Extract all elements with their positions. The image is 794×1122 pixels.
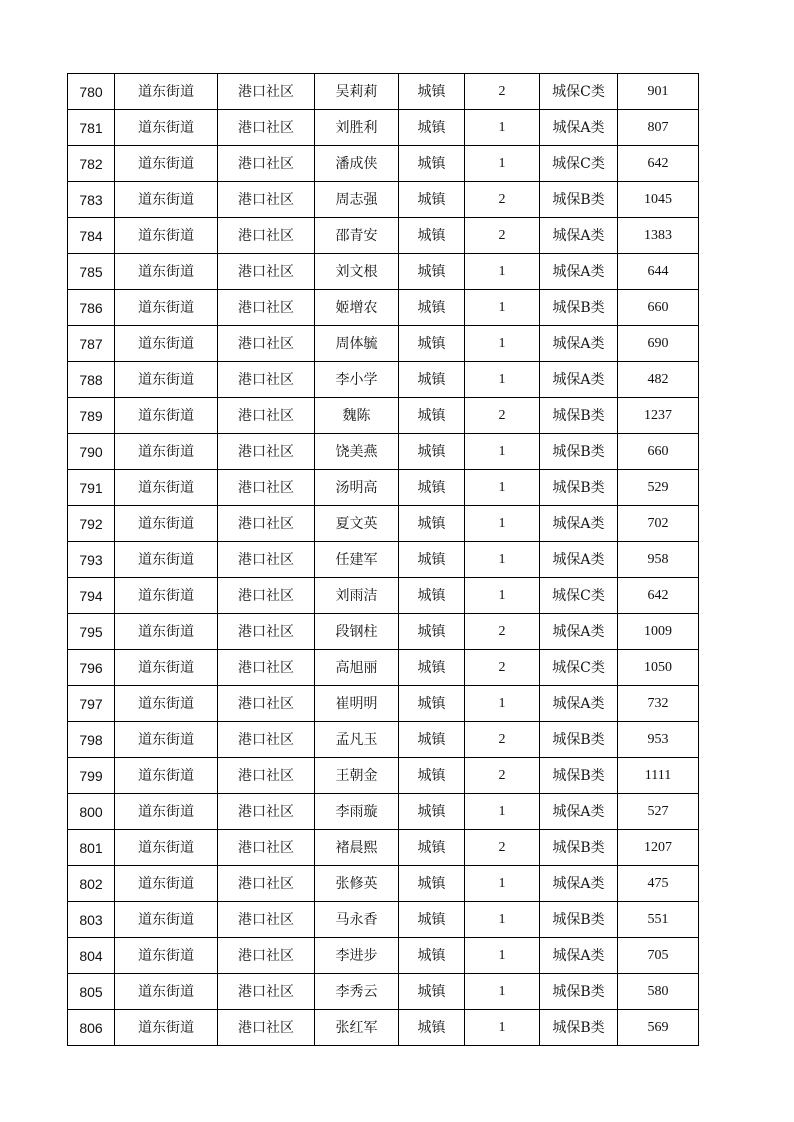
street-cell: 道东街道	[115, 182, 218, 218]
seq-cell: 780	[68, 74, 115, 110]
amount-cell: 529	[618, 470, 699, 506]
street-cell: 道东街道	[115, 650, 218, 686]
household-count-cell: 1	[465, 542, 540, 578]
street-cell: 道东街道	[115, 326, 218, 362]
table-row	[68, 110, 699, 146]
name-cell: 李进步	[315, 938, 399, 974]
household-count-cell: 1	[465, 1010, 540, 1046]
household-count-cell: 1	[465, 686, 540, 722]
area-cell: 城镇	[399, 290, 465, 326]
table-row	[68, 938, 699, 974]
amount-cell: 551	[618, 902, 699, 938]
table-row	[68, 542, 699, 578]
community-cell: 港口社区	[218, 938, 315, 974]
table-row	[68, 866, 699, 902]
area-cell: 城镇	[399, 326, 465, 362]
household-count-cell: 1	[465, 506, 540, 542]
community-cell: 港口社区	[218, 362, 315, 398]
amount-cell: 1207	[618, 830, 699, 866]
street-cell: 道东街道	[115, 866, 218, 902]
area-cell: 城镇	[399, 110, 465, 146]
amount-cell: 580	[618, 974, 699, 1010]
name-cell: 高旭丽	[315, 650, 399, 686]
amount-cell: 1009	[618, 614, 699, 650]
household-count-cell: 2	[465, 398, 540, 434]
name-cell: 刘文根	[315, 254, 399, 290]
category-cell: 城保A类	[540, 686, 618, 722]
amount-cell: 702	[618, 506, 699, 542]
amount-cell: 807	[618, 110, 699, 146]
street-cell: 道东街道	[115, 578, 218, 614]
household-count-cell: 2	[465, 650, 540, 686]
community-cell: 港口社区	[218, 542, 315, 578]
household-count-cell: 2	[465, 218, 540, 254]
amount-cell: 482	[618, 362, 699, 398]
street-cell: 道东街道	[115, 434, 218, 470]
table-row	[68, 974, 699, 1010]
street-cell: 道东街道	[115, 506, 218, 542]
table-row	[68, 686, 699, 722]
seq-cell: 782	[68, 146, 115, 182]
community-cell: 港口社区	[218, 326, 315, 362]
seq-cell: 796	[68, 650, 115, 686]
community-cell: 港口社区	[218, 1010, 315, 1046]
community-cell: 港口社区	[218, 74, 315, 110]
table-row	[68, 902, 699, 938]
table-row	[68, 218, 699, 254]
household-count-cell: 2	[465, 182, 540, 218]
category-cell: 城保A类	[540, 218, 618, 254]
name-cell: 刘雨洁	[315, 578, 399, 614]
seq-cell: 798	[68, 722, 115, 758]
seq-cell: 795	[68, 614, 115, 650]
community-cell: 港口社区	[218, 614, 315, 650]
area-cell: 城镇	[399, 974, 465, 1010]
household-count-cell: 1	[465, 362, 540, 398]
household-count-cell: 2	[465, 722, 540, 758]
table-row	[68, 722, 699, 758]
amount-cell: 901	[618, 74, 699, 110]
street-cell: 道东街道	[115, 938, 218, 974]
category-cell: 城保B类	[540, 290, 618, 326]
area-cell: 城镇	[399, 542, 465, 578]
name-cell: 李小学	[315, 362, 399, 398]
household-count-cell: 2	[465, 830, 540, 866]
area-cell: 城镇	[399, 1010, 465, 1046]
seq-cell: 781	[68, 110, 115, 146]
category-cell: 城保A类	[540, 794, 618, 830]
table-row	[68, 434, 699, 470]
amount-cell: 1050	[618, 650, 699, 686]
community-cell: 港口社区	[218, 722, 315, 758]
category-cell: 城保C类	[540, 578, 618, 614]
category-cell: 城保A类	[540, 326, 618, 362]
amount-cell: 953	[618, 722, 699, 758]
table-row	[68, 614, 699, 650]
name-cell: 张红军	[315, 1010, 399, 1046]
table-row	[68, 578, 699, 614]
area-cell: 城镇	[399, 902, 465, 938]
name-cell: 周志强	[315, 182, 399, 218]
street-cell: 道东街道	[115, 398, 218, 434]
community-cell: 港口社区	[218, 398, 315, 434]
category-cell: 城保B类	[540, 902, 618, 938]
amount-cell: 642	[618, 146, 699, 182]
community-cell: 港口社区	[218, 758, 315, 794]
category-cell: 城保B类	[540, 470, 618, 506]
category-cell: 城保B类	[540, 974, 618, 1010]
street-cell: 道东街道	[115, 686, 218, 722]
category-cell: 城保A类	[540, 938, 618, 974]
community-cell: 港口社区	[218, 218, 315, 254]
area-cell: 城镇	[399, 254, 465, 290]
name-cell: 潘成侠	[315, 146, 399, 182]
amount-cell: 1237	[618, 398, 699, 434]
table-row	[68, 830, 699, 866]
amount-cell: 690	[618, 326, 699, 362]
benefit-roster-table	[67, 73, 699, 1046]
street-cell: 道东街道	[115, 758, 218, 794]
area-cell: 城镇	[399, 938, 465, 974]
name-cell: 邵青安	[315, 218, 399, 254]
area-cell: 城镇	[399, 470, 465, 506]
name-cell: 姬增农	[315, 290, 399, 326]
community-cell: 港口社区	[218, 254, 315, 290]
table-row	[68, 74, 699, 110]
table-row	[68, 398, 699, 434]
seq-cell: 793	[68, 542, 115, 578]
community-cell: 港口社区	[218, 794, 315, 830]
category-cell: 城保B类	[540, 722, 618, 758]
community-cell: 港口社区	[218, 686, 315, 722]
seq-cell: 783	[68, 182, 115, 218]
name-cell: 夏文英	[315, 506, 399, 542]
household-count-cell: 1	[465, 974, 540, 1010]
name-cell: 马永香	[315, 902, 399, 938]
category-cell: 城保B类	[540, 434, 618, 470]
name-cell: 王朝金	[315, 758, 399, 794]
street-cell: 道东街道	[115, 110, 218, 146]
area-cell: 城镇	[399, 398, 465, 434]
table-row	[68, 650, 699, 686]
area-cell: 城镇	[399, 650, 465, 686]
amount-cell: 958	[618, 542, 699, 578]
street-cell: 道东街道	[115, 794, 218, 830]
community-cell: 港口社区	[218, 974, 315, 1010]
name-cell: 褚晨熙	[315, 830, 399, 866]
community-cell: 港口社区	[218, 866, 315, 902]
name-cell: 汤明高	[315, 470, 399, 506]
name-cell: 李秀云	[315, 974, 399, 1010]
household-count-cell: 1	[465, 794, 540, 830]
household-count-cell: 1	[465, 938, 540, 974]
street-cell: 道东街道	[115, 146, 218, 182]
community-cell: 港口社区	[218, 650, 315, 686]
household-count-cell: 1	[465, 326, 540, 362]
amount-cell: 1383	[618, 218, 699, 254]
seq-cell: 784	[68, 218, 115, 254]
household-count-cell: 1	[465, 902, 540, 938]
area-cell: 城镇	[399, 866, 465, 902]
street-cell: 道东街道	[115, 1010, 218, 1046]
community-cell: 港口社区	[218, 182, 315, 218]
street-cell: 道东街道	[115, 902, 218, 938]
area-cell: 城镇	[399, 614, 465, 650]
community-cell: 港口社区	[218, 110, 315, 146]
household-count-cell: 1	[465, 254, 540, 290]
table-row	[68, 470, 699, 506]
amount-cell: 527	[618, 794, 699, 830]
area-cell: 城镇	[399, 362, 465, 398]
street-cell: 道东街道	[115, 722, 218, 758]
street-cell: 道东街道	[115, 470, 218, 506]
household-count-cell: 1	[465, 470, 540, 506]
name-cell: 孟凡玉	[315, 722, 399, 758]
amount-cell: 642	[618, 578, 699, 614]
street-cell: 道东街道	[115, 290, 218, 326]
amount-cell: 644	[618, 254, 699, 290]
seq-cell: 806	[68, 1010, 115, 1046]
category-cell: 城保B类	[540, 758, 618, 794]
street-cell: 道东街道	[115, 614, 218, 650]
seq-cell: 789	[68, 398, 115, 434]
name-cell: 李雨璇	[315, 794, 399, 830]
area-cell: 城镇	[399, 146, 465, 182]
household-count-cell: 2	[465, 758, 540, 794]
area-cell: 城镇	[399, 722, 465, 758]
table-row	[68, 794, 699, 830]
community-cell: 港口社区	[218, 470, 315, 506]
amount-cell: 660	[618, 290, 699, 326]
seq-cell: 785	[68, 254, 115, 290]
household-count-cell: 1	[465, 434, 540, 470]
category-cell: 城保A类	[540, 506, 618, 542]
category-cell: 城保B类	[540, 1010, 618, 1046]
category-cell: 城保C类	[540, 146, 618, 182]
name-cell: 刘胜利	[315, 110, 399, 146]
household-count-cell: 2	[465, 614, 540, 650]
community-cell: 港口社区	[218, 830, 315, 866]
community-cell: 港口社区	[218, 146, 315, 182]
name-cell: 任建军	[315, 542, 399, 578]
category-cell: 城保B类	[540, 182, 618, 218]
category-cell: 城保A类	[540, 866, 618, 902]
area-cell: 城镇	[399, 686, 465, 722]
community-cell: 港口社区	[218, 578, 315, 614]
category-cell: 城保A类	[540, 110, 618, 146]
area-cell: 城镇	[399, 794, 465, 830]
household-count-cell: 2	[465, 74, 540, 110]
seq-cell: 794	[68, 578, 115, 614]
category-cell: 城保B类	[540, 830, 618, 866]
table-row	[68, 506, 699, 542]
category-cell: 城保B类	[540, 398, 618, 434]
area-cell: 城镇	[399, 578, 465, 614]
area-cell: 城镇	[399, 182, 465, 218]
table-row	[68, 326, 699, 362]
table-row	[68, 146, 699, 182]
amount-cell: 705	[618, 938, 699, 974]
seq-cell: 801	[68, 830, 115, 866]
area-cell: 城镇	[399, 218, 465, 254]
table-row	[68, 254, 699, 290]
community-cell: 港口社区	[218, 434, 315, 470]
amount-cell: 1045	[618, 182, 699, 218]
table-row	[68, 362, 699, 398]
street-cell: 道东街道	[115, 254, 218, 290]
area-cell: 城镇	[399, 758, 465, 794]
area-cell: 城镇	[399, 830, 465, 866]
seq-cell: 786	[68, 290, 115, 326]
category-cell: 城保A类	[540, 362, 618, 398]
name-cell: 吴莉莉	[315, 74, 399, 110]
household-count-cell: 1	[465, 290, 540, 326]
household-count-cell: 1	[465, 866, 540, 902]
amount-cell: 660	[618, 434, 699, 470]
community-cell: 港口社区	[218, 290, 315, 326]
seq-cell: 800	[68, 794, 115, 830]
amount-cell: 475	[618, 866, 699, 902]
area-cell: 城镇	[399, 506, 465, 542]
seq-cell: 792	[68, 506, 115, 542]
amount-cell: 732	[618, 686, 699, 722]
seq-cell: 799	[68, 758, 115, 794]
street-cell: 道东街道	[115, 830, 218, 866]
household-count-cell: 1	[465, 578, 540, 614]
area-cell: 城镇	[399, 434, 465, 470]
seq-cell: 788	[68, 362, 115, 398]
table-body	[68, 74, 699, 1046]
community-cell: 港口社区	[218, 506, 315, 542]
household-count-cell: 1	[465, 146, 540, 182]
street-cell: 道东街道	[115, 362, 218, 398]
seq-cell: 797	[68, 686, 115, 722]
amount-cell: 569	[618, 1010, 699, 1046]
seq-cell: 804	[68, 938, 115, 974]
name-cell: 崔明明	[315, 686, 399, 722]
table-row	[68, 758, 699, 794]
seq-cell: 791	[68, 470, 115, 506]
category-cell: 城保A类	[540, 542, 618, 578]
seq-cell: 787	[68, 326, 115, 362]
table-row	[68, 182, 699, 218]
category-cell: 城保A类	[540, 254, 618, 290]
name-cell: 段钢柱	[315, 614, 399, 650]
category-cell: 城保C类	[540, 650, 618, 686]
street-cell: 道东街道	[115, 74, 218, 110]
street-cell: 道东街道	[115, 974, 218, 1010]
area-cell: 城镇	[399, 74, 465, 110]
community-cell: 港口社区	[218, 902, 315, 938]
name-cell: 周体毓	[315, 326, 399, 362]
household-count-cell: 1	[465, 110, 540, 146]
category-cell: 城保A类	[540, 614, 618, 650]
name-cell: 魏陈	[315, 398, 399, 434]
street-cell: 道东街道	[115, 542, 218, 578]
street-cell: 道东街道	[115, 218, 218, 254]
amount-cell: 1111	[618, 758, 699, 794]
name-cell: 饶美燕	[315, 434, 399, 470]
table-row	[68, 290, 699, 326]
name-cell: 张修英	[315, 866, 399, 902]
table-row	[68, 1010, 699, 1046]
seq-cell: 802	[68, 866, 115, 902]
category-cell: 城保C类	[540, 74, 618, 110]
seq-cell: 790	[68, 434, 115, 470]
seq-cell: 805	[68, 974, 115, 1010]
seq-cell: 803	[68, 902, 115, 938]
